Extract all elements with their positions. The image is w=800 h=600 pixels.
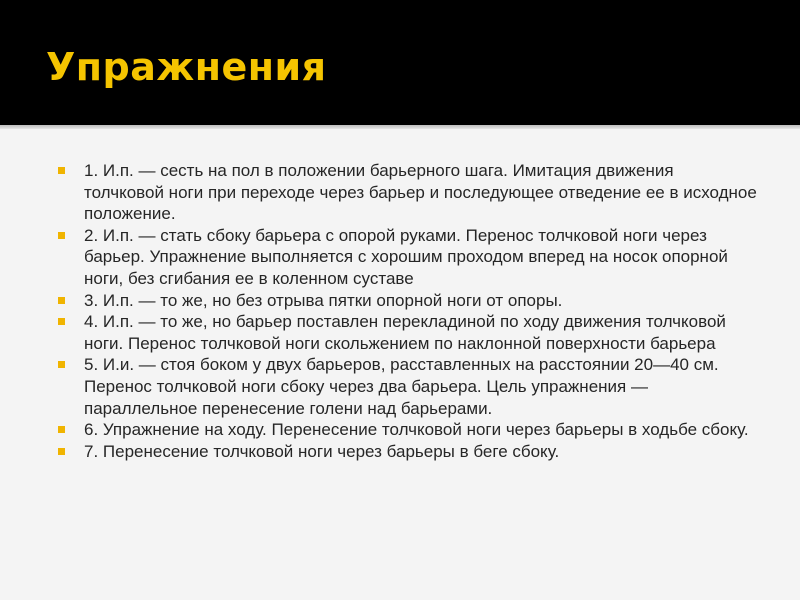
list-item [58,225,758,290]
bullet-list [58,160,758,462]
list-item-text: 1. И.п. — сесть на пол в положении барьерного шага. Имитация движения толчковой ноги при переходе через барьер и последующее отведение ее в исходное положение. [84,161,757,224]
square-bullet-icon [58,426,65,433]
list-item [58,354,758,419]
list-item-text: 6. Упражнение на ходу. Перенесение толчковой ноги через барьеры в ходьбе сбоку. [84,420,749,440]
list-item-text: 2. И.п. — стать сбоку барьера с опорой руками. Перенос толчковой ноги через барьер. Упражнение выполняется с хорошим проходом вперед на носок опорной ноги, без сгибания ее в коленном суставе [84,225,728,288]
slide-title: Упражнения [46,45,327,89]
list-item-text: 5. И.и. — стоя боком у двух барьеров, расставленных на расстоянии 20—40 см. Перенос толчковой ноги сбоку через два барьера. Цель упражнения — параллельное перенесение голени над барьерами. [84,355,719,418]
square-bullet-icon [58,448,65,455]
title-divider [0,125,800,129]
list-item-text: 7. Перенесение толчковой ноги через барьеры в беге сбоку. [84,441,560,461]
list-item [58,441,758,463]
list-item [58,290,758,312]
square-bullet-icon [58,318,65,325]
square-bullet-icon [58,361,65,368]
list-item [58,160,758,225]
list-item-text: 4. И.п. — то же, но барьер поставлен перекладиной по ходу движения толчковой ноги. Перенос толчковой ноги скольжением по наклонной поверхности барьера [84,312,726,353]
list-item-text: 3. И.п. — то же, но без отрыва пятки опорной ноги от опоры. [84,290,563,310]
square-bullet-icon [58,232,65,239]
list-item [58,419,758,441]
square-bullet-icon [58,297,65,304]
list-item [58,311,758,354]
square-bullet-icon [58,167,65,174]
